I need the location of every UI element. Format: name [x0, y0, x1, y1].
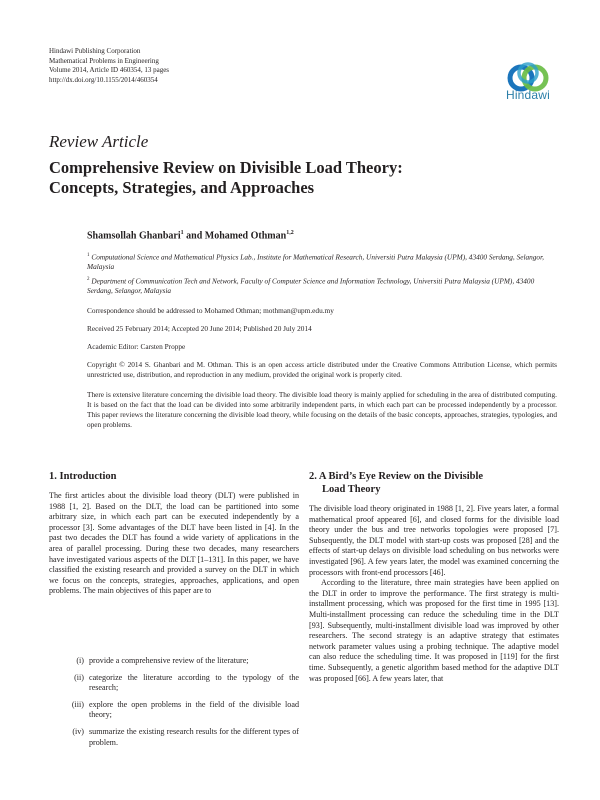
list-item: (iii) explore the open problems in the field of the divisible load theory; [71, 699, 299, 720]
hindawi-logo-text: Hindawi [505, 88, 551, 102]
title-line-2: Concepts, Strategies, and Approaches [49, 178, 315, 197]
section-1-paragraph: The first articles about the divisible load theory (DLT) were published in 1988 [1, 2]. Based on the DLT, the load can be partitioned into some arbitrary size, in which each part can be executed independently by a processor [3]. Some advantages of the DLT have been listed in [4]. In the past two decades the DLT has found a wide variety of applications in the area of parallel processing. During these two decades, many researchers have investigated various aspects of the DLT [1–131]. In this paper, we have classified the existing research and provided a survey on the DLT in which we focus on the concepts, strategies, approaches, applications, and open problems. The main objectives of this paper are to [49, 491, 299, 596]
academic-editor: Academic Editor: Carsten Proppe [87, 342, 186, 351]
paper-title [49, 158, 469, 198]
volume-line: Volume 2014, Article ID 460354, 13 pages [49, 66, 170, 75]
section-2-paragraph-1: The divisible load theory originated in 1988 [1, 2]. Five years later, a formal mathematical proof appeared [6], and closed forms for the divisible load theory under the bus and tree networks topologies were proposed [7]. Subsequently, the DLT model with start-up costs was proposed [28] and the effects of start-up delays on divisible load scheduling on bus networks were investigated [96]. A few years later, the model was examined concerning the processors with front-end processors [46]. [309, 504, 559, 577]
doi-link[interactable]: http://dx.doi.org/10.1155/2014/460354 [49, 75, 158, 84]
journal-line: Mathematical Problems in Engineering [49, 56, 159, 65]
list-item: (i) provide a comprehensive review of the literature; [76, 656, 249, 665]
objectives-list [64, 656, 299, 754]
copyright-notice: Copyright © 2014 S. Ghanbari and M. Othman. This is an open access article distributed under the Creative Commons Attribution License, which permits unrestricted use, distribution, and reproduction in any medium, provided the original work is properly cited. [87, 360, 557, 379]
journal-header [49, 47, 169, 85]
section-2-paragraph-2: According to the literature, three main strategies have been applied on the DLT in order to improve the performance. The first strategy is multi-installment processing, which was proposed for the first time in 1995 [13]. Multi-installment processing can reduce the scheduling time in the DLT [93]. Subsequently, multi-installment divisible load was improved by other researchers. The second strategy is an adaptive strategy that estimates network parameter values using a probing technique. The adaptive model can also reduce the scheduling time. It was proposed in [119] for the first time. Subsequently, a genetic algorithm based method for the adaptive DLT was proposed [66]. A few years later, that [309, 578, 559, 683]
list-item: (iv) summarize the existing research results for the different types of problem. [72, 726, 299, 747]
author-1[interactable]: Shamsollah Ghanbari [87, 230, 181, 242]
abstract-text: There is extensive literature concerning the divisible load theory. The divisible load theory is mainly applied for scheduling in the area of distributed computing. It is based on the fact that the load can be divided into some arbitrarily independent parts, in which each part can be processed independently by a processor. This paper reviews the literature concerning the divisible load theory, while focusing on the details of the basic concepts, approaches, strategies, typologies, and open problems. [87, 390, 557, 429]
author-list: Shamsollah Ghanbari$^1$ and Mohamed Othman$^{1,2}$ [87, 230, 294, 242]
correspondence: Correspondence should be addressed to Mohamed Othman; mothman@upm.edu.my [87, 306, 334, 315]
article-dates: Received 25 February 2014; Accepted 20 June 2014; Published 20 July 2014 [87, 324, 312, 333]
affiliation-1: $^1$ Computational Science and Mathematical Physics Lab., Institute for Mathematical Research, Universiti Putra Malaysia (UPM), 43400 Serdang, Selangor, Malaysia [87, 252, 544, 272]
author-2[interactable]: Mohamed Othman [204, 230, 287, 242]
publisher-line: Hindawi Publishing Corporation [49, 47, 141, 55]
section-1-body [49, 491, 299, 597]
section-1-heading: 1. Introduction [49, 471, 117, 482]
affiliation-2: $^2$ Department of Communication Tech and Network, Faculty of Computer Science and Information Technology, Universiti Putra Malaysia (UPM), 43400 Serdang, Selangor, Malaysia [87, 276, 535, 296]
section-2-body [309, 504, 559, 684]
section-2-heading: 2. A Bird’s Eye Review on the Divisible Load Theory [309, 471, 484, 495]
title-line-1: Comprehensive Review on Divisible Load Theory: [49, 158, 403, 177]
article-type: Review Article [49, 132, 149, 151]
list-item: (ii) categorize the literature according to the typology of the research; [74, 672, 299, 693]
